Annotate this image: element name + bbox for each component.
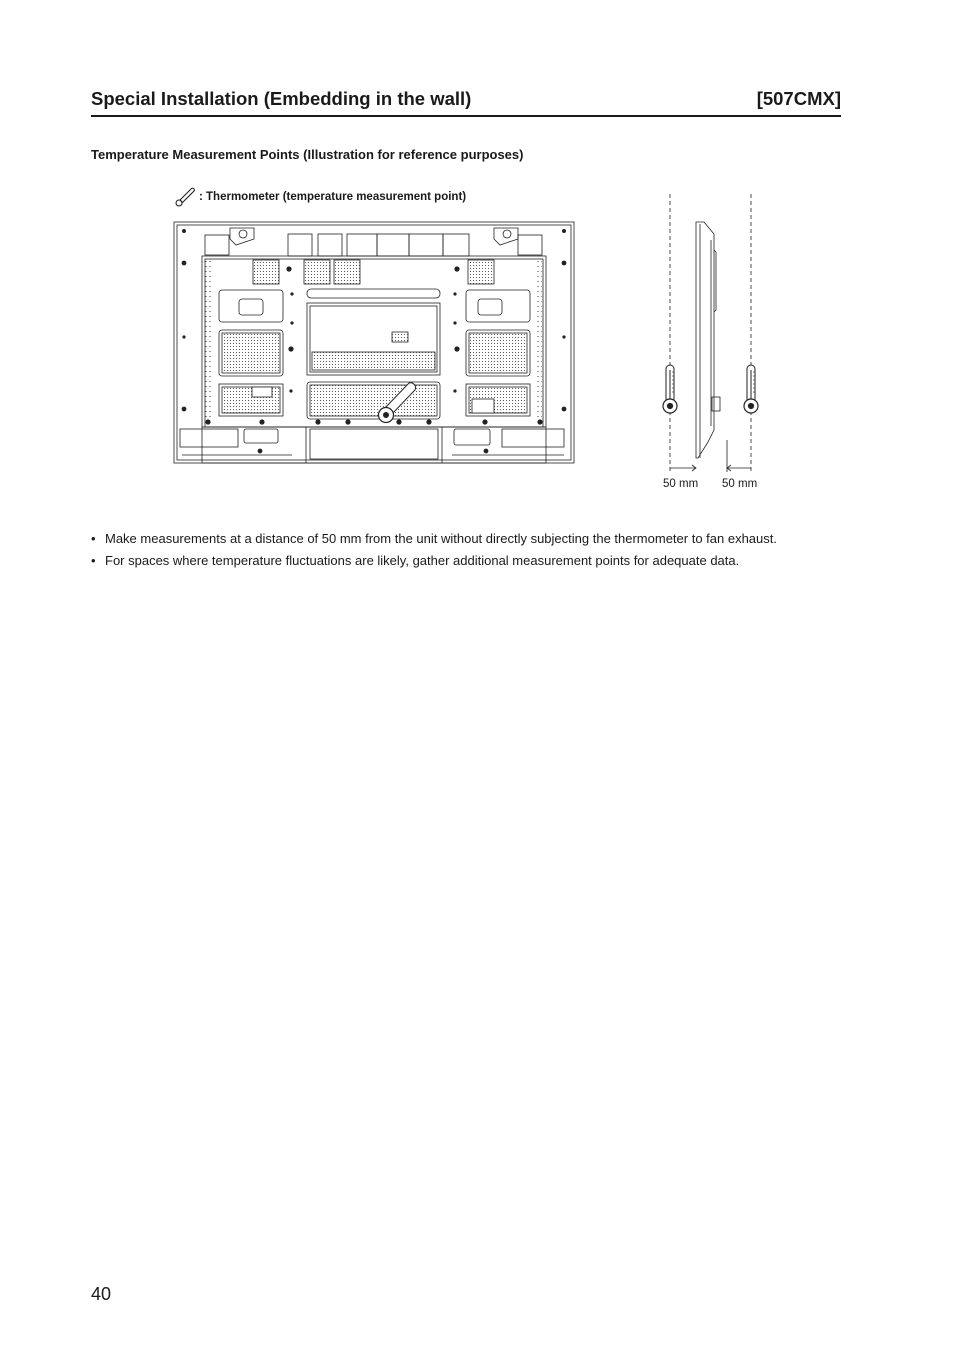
page-number: 40	[91, 1284, 112, 1304]
left-distance-label: 50 mm	[663, 478, 699, 490]
list-item	[91, 528, 841, 550]
right-thermometer-icon	[744, 365, 758, 413]
legend-label: : Thermometer (temperature measurement point)	[199, 191, 467, 203]
model-tag: [507CMX]	[756, 88, 841, 109]
bullet-icon: •	[91, 531, 96, 546]
thermometer-icon	[174, 186, 196, 208]
title-rule	[91, 115, 841, 117]
rear-view-diagram	[172, 219, 577, 467]
left-thermometer-icon	[663, 365, 677, 413]
right-distance-label: 50 mm	[722, 478, 758, 490]
note-text: Make measurements at a distance of 50 mm from the unit without directly subjecting the thermometer to fan exhaust.	[105, 531, 777, 546]
note-text: For spaces where temperature fluctuations are likely, gather additional measurement points for adequate data.	[105, 552, 740, 568]
notes-list	[91, 528, 841, 571]
bullet-icon: •	[91, 552, 96, 568]
legend	[174, 186, 466, 208]
page-title: Special Installation (Embedding in the wall)	[91, 88, 472, 109]
side-view-diagram	[652, 190, 782, 480]
list-item	[91, 550, 841, 572]
section-heading: Temperature Measurement Points (Illustration for reference purposes)	[91, 147, 524, 162]
